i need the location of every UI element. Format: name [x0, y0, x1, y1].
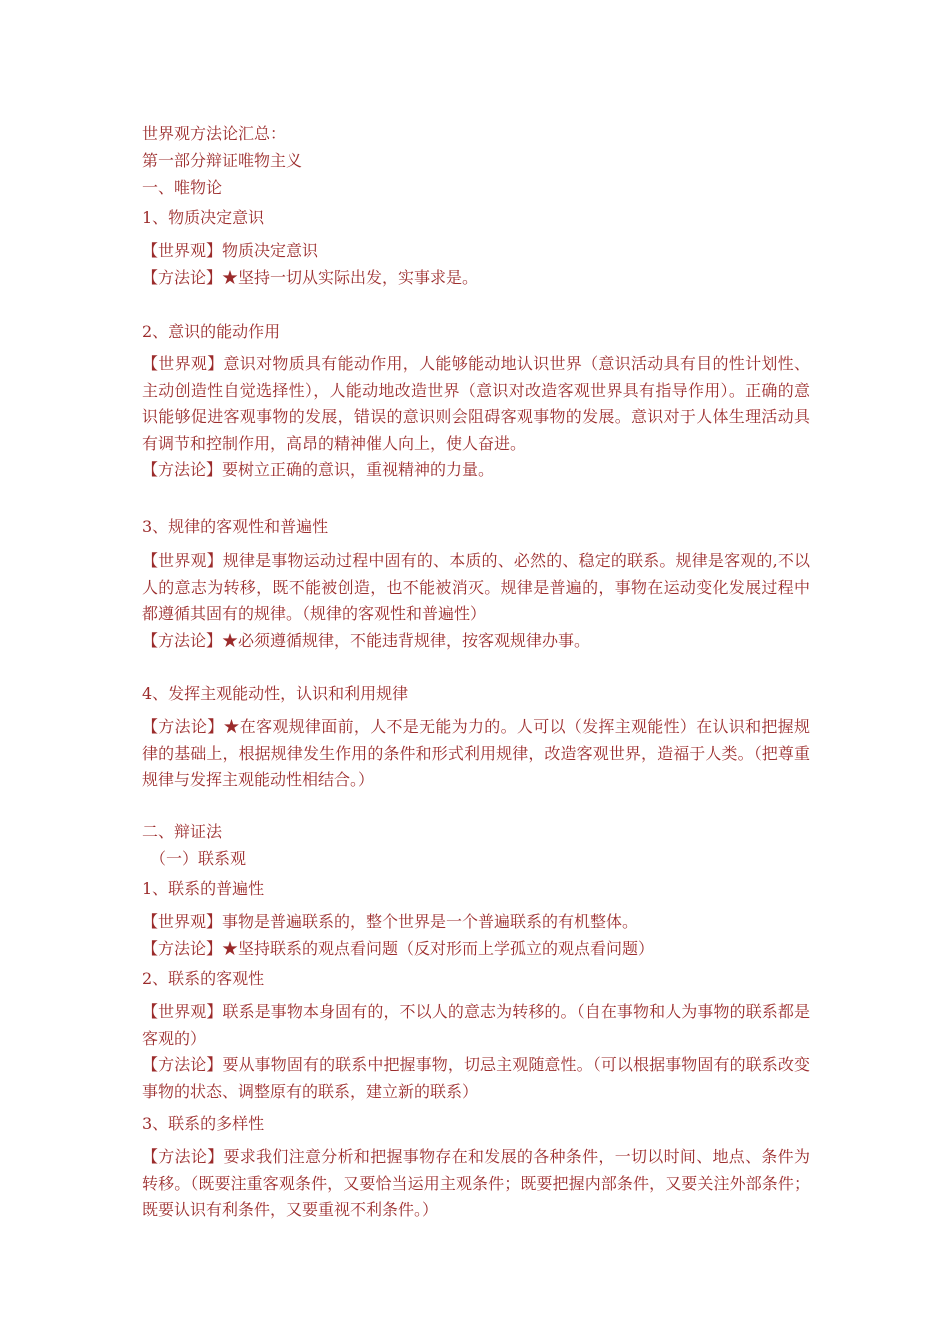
subsection-heading: 3、联系的多样性 [142, 1114, 265, 1133]
paragraph [142, 999, 810, 1105]
subsection-group-heading: （一）联系观 [150, 849, 247, 868]
paragraph [142, 548, 810, 654]
paragraph [142, 909, 810, 962]
section-heading: 一、唯物论 [142, 178, 223, 197]
subsection-heading: 3、规律的客观性和普遍性 [142, 517, 329, 536]
worldview-text: 【世界观】物质决定意识 [142, 241, 319, 260]
paragraph [142, 714, 810, 794]
subsection-heading: 1、联系的普遍性 [142, 879, 265, 898]
methodology-text: 【方法论】★坚持一切从实际出发，实事求是。 [142, 267, 479, 287]
subsection-heading: 4、发挥主观能动性，认识和利用规律 [142, 684, 409, 703]
paragraph [142, 238, 810, 291]
worldview-text: 【世界观】意识对物质具有能动作用，人能够能动地认识世界（意识活动具有目的性计划性、主动创造性自觉选择性），人能动地改造世界（意识对改造客观世界具有指导作用）。正确的意识能够促进客观事物的发展，错误的意识则会阻碍客观事物的发展。意识对于人体生理活动具有调节和控制作用，高昂的精神催人向上，使人奋进。 [142, 354, 810, 453]
part-heading: 第一部分辩证唯物主义 [142, 151, 303, 170]
document-title: 世界观方法论汇总： [142, 124, 287, 143]
methodology-text: 【方法论】★在客观规律面前，人不是无能为力的。人可以（发挥主观能性）在认识和把握规律的基础上，根据规律发生作用的条件和形式利用规律，改造客观世界，造福于人类。（把尊重规律与发挥主观能动性相结合。） [142, 717, 810, 789]
section-heading: 二、辩证法 [142, 822, 223, 841]
subsection-heading: 1、物质决定意识 [142, 208, 265, 227]
methodology-text: 【方法论】要求我们注意分析和把握事物存在和发展的各种条件，一切以时间、地点、条件为转移。（既要注重客观条件，又要恰当运用主观条件；既要把握内部条件，又要关注外部条件；既要认识有利条件，又要重视不利条件。） [142, 1147, 810, 1219]
paragraph [142, 351, 810, 484]
worldview-text: 【世界观】规律是事物运动过程中固有的、本质的、必然的、稳定的联系。规律是客观的,不以人的意志为转移，既不能被创造，也不能被消灭。规律是普遍的，事物在运动变化发展过程中都遵循其固有的规律。（规律的客观性和普遍性） [142, 551, 810, 623]
subsection-heading: 2、意识的能动作用 [142, 322, 281, 341]
paragraph [142, 1144, 810, 1224]
worldview-text: 【世界观】联系是事物本身固有的，不以人的意志为转移的。（自在事物和人为事物的联系都是客观的） [142, 1002, 810, 1048]
methodology-text: 【方法论】★必须遵循规律，不能违背规律，按客观规律办事。 [142, 630, 591, 650]
subsection-heading: 2、联系的客观性 [142, 969, 265, 988]
methodology-text: 【方法论】要树立正确的意识，重视精神的力量。 [142, 460, 495, 479]
methodology-text: 【方法论】★坚持联系的观点看问题（反对形而上学孤立的观点看问题） [142, 938, 655, 958]
worldview-text: 【世界观】事物是普遍联系的，整个世界是一个普遍联系的有机整体。 [142, 912, 639, 931]
methodology-text: 【方法论】要从事物固有的联系中把握事物，切忌主观随意性。（可以根据事物固有的联系改变事物的状态、调整原有的联系，建立新的联系） [142, 1055, 810, 1101]
